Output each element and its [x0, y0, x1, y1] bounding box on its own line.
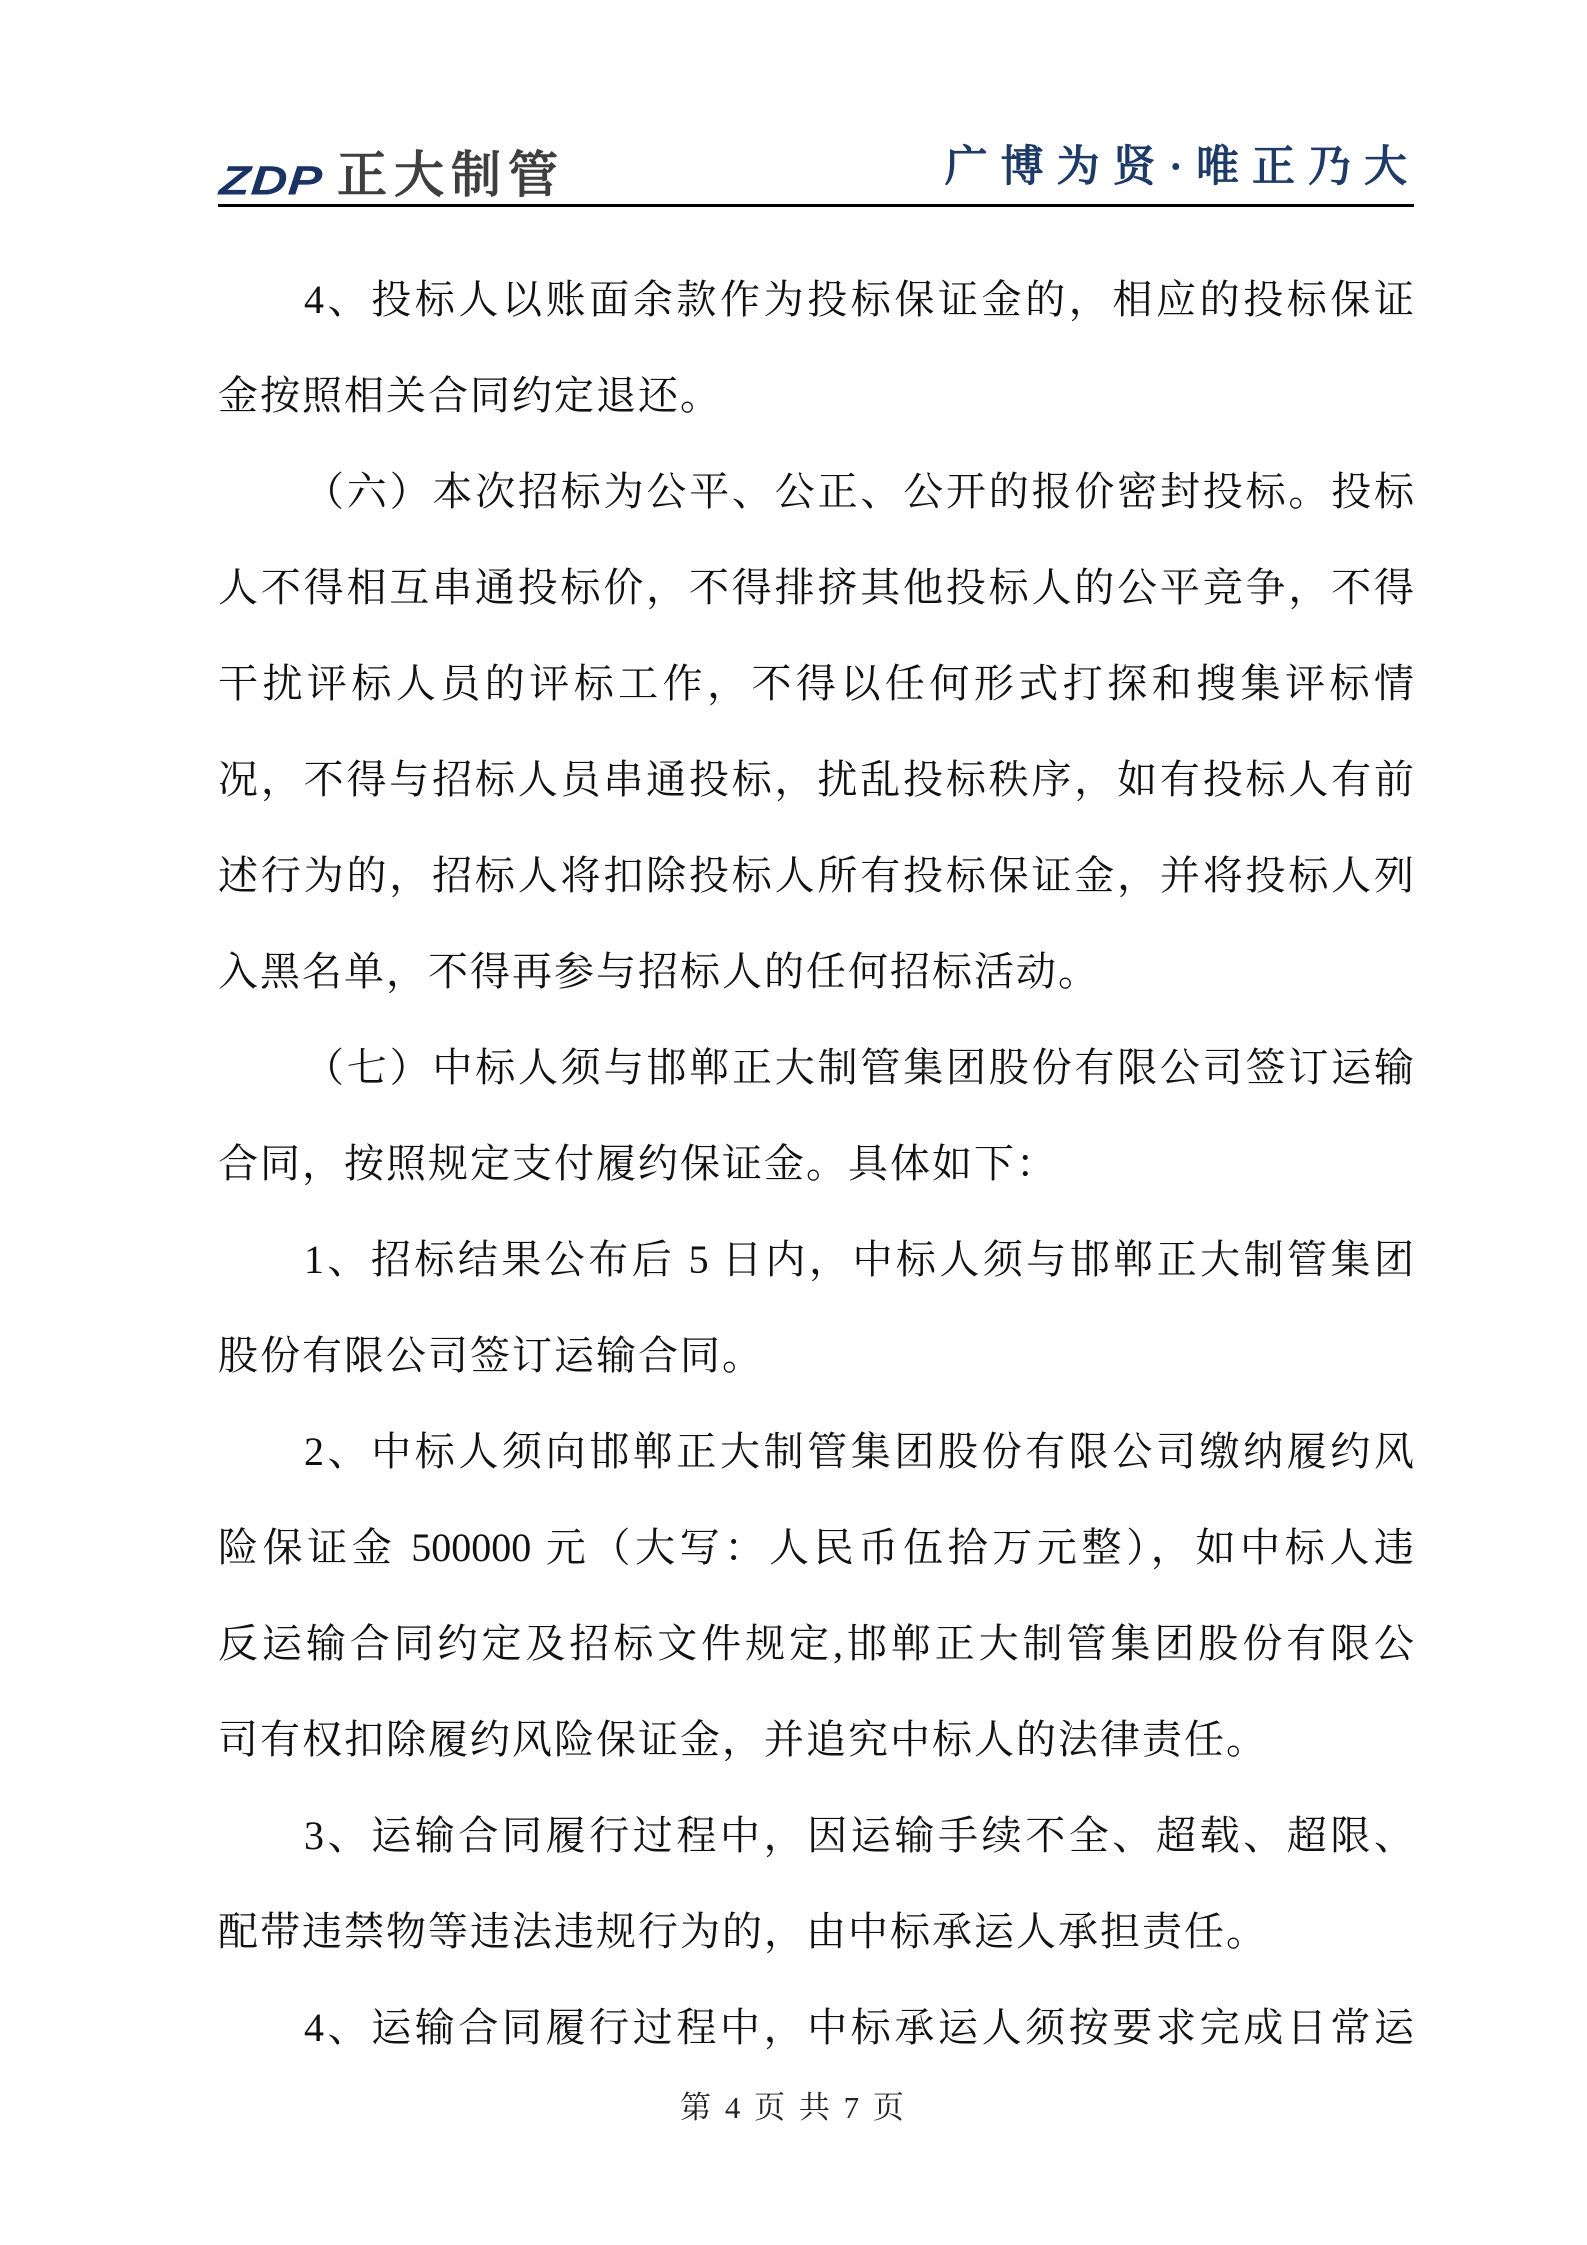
document-body	[218, 252, 1414, 2076]
page-footer: 第 4 页 共 7 页	[680, 2090, 907, 2125]
text-line: 配带违禁物等违法违规行为的，由中标承运人承担责任。	[218, 1909, 1268, 1954]
text-line: （七）中标人须与邯郸正大制管集团股份有限公司签订运输	[304, 1045, 1414, 1090]
text-line: 1、招标结果公布后 5 日内，中标人须与邯郸正大制管集团	[304, 1237, 1414, 1282]
text-line: 2、中标人须向邯郸正大制管集团股份有限公司缴纳履约风	[304, 1429, 1414, 1474]
text-line: （六）本次招标为公平、公正、公开的报价密封投标。投标	[304, 469, 1414, 514]
text-line: 3、运输合同履行过程中，因运输手续不全、超载、超限、	[304, 1813, 1414, 1858]
text-line: 述行为的，招标人将扣除投标人所有投标保证金，并将投标人列	[218, 853, 1414, 898]
text-line: 入黑名单，不得再参与招标人的任何招标活动。	[218, 949, 1100, 994]
text-line: 况，不得与招标人员串通投标，扰乱投标秩序，如有投标人有前	[218, 757, 1414, 802]
text-line: 合同，按照规定支付履约保证金。具体如下：	[218, 1141, 1058, 1186]
company-logo	[217, 147, 565, 204]
text-line: 反运输合同约定及招标文件规定,邯郸正大制管集团股份有限公	[218, 1621, 1414, 1666]
text-line: 金按照相关合同约定退还。	[218, 373, 722, 418]
text-line: 人不得相互串通投标价，不得排挤其他投标人的公平竞争，不得	[218, 565, 1414, 610]
header-divider	[218, 204, 1414, 207]
text-line: 干扰评标人员的评标工作，不得以任何形式打探和搜集评标情	[218, 661, 1414, 706]
text-line: 险保证金 500000 元（大写：人民币伍拾万元整），如中标人违	[218, 1525, 1414, 1570]
page-header	[218, 126, 1420, 202]
text-line: 4、投标人以账面余款作为投标保证金的，相应的投标保证	[304, 277, 1414, 322]
text-line: 4、运输合同履行过程中，中标承运人须按要求完成日常运	[304, 2005, 1414, 2050]
text-line: 司有权扣除履约风险保证金，并追究中标人的法律责任。	[218, 1717, 1268, 1762]
company-tagline: 广博为贤·唯正乃大	[944, 144, 1420, 191]
logo-company-name: 正大制管	[337, 147, 565, 203]
logo-zdp-mark-icon: ZDP	[217, 157, 325, 204]
text-line: 股份有限公司签订运输合同。	[218, 1333, 764, 1378]
